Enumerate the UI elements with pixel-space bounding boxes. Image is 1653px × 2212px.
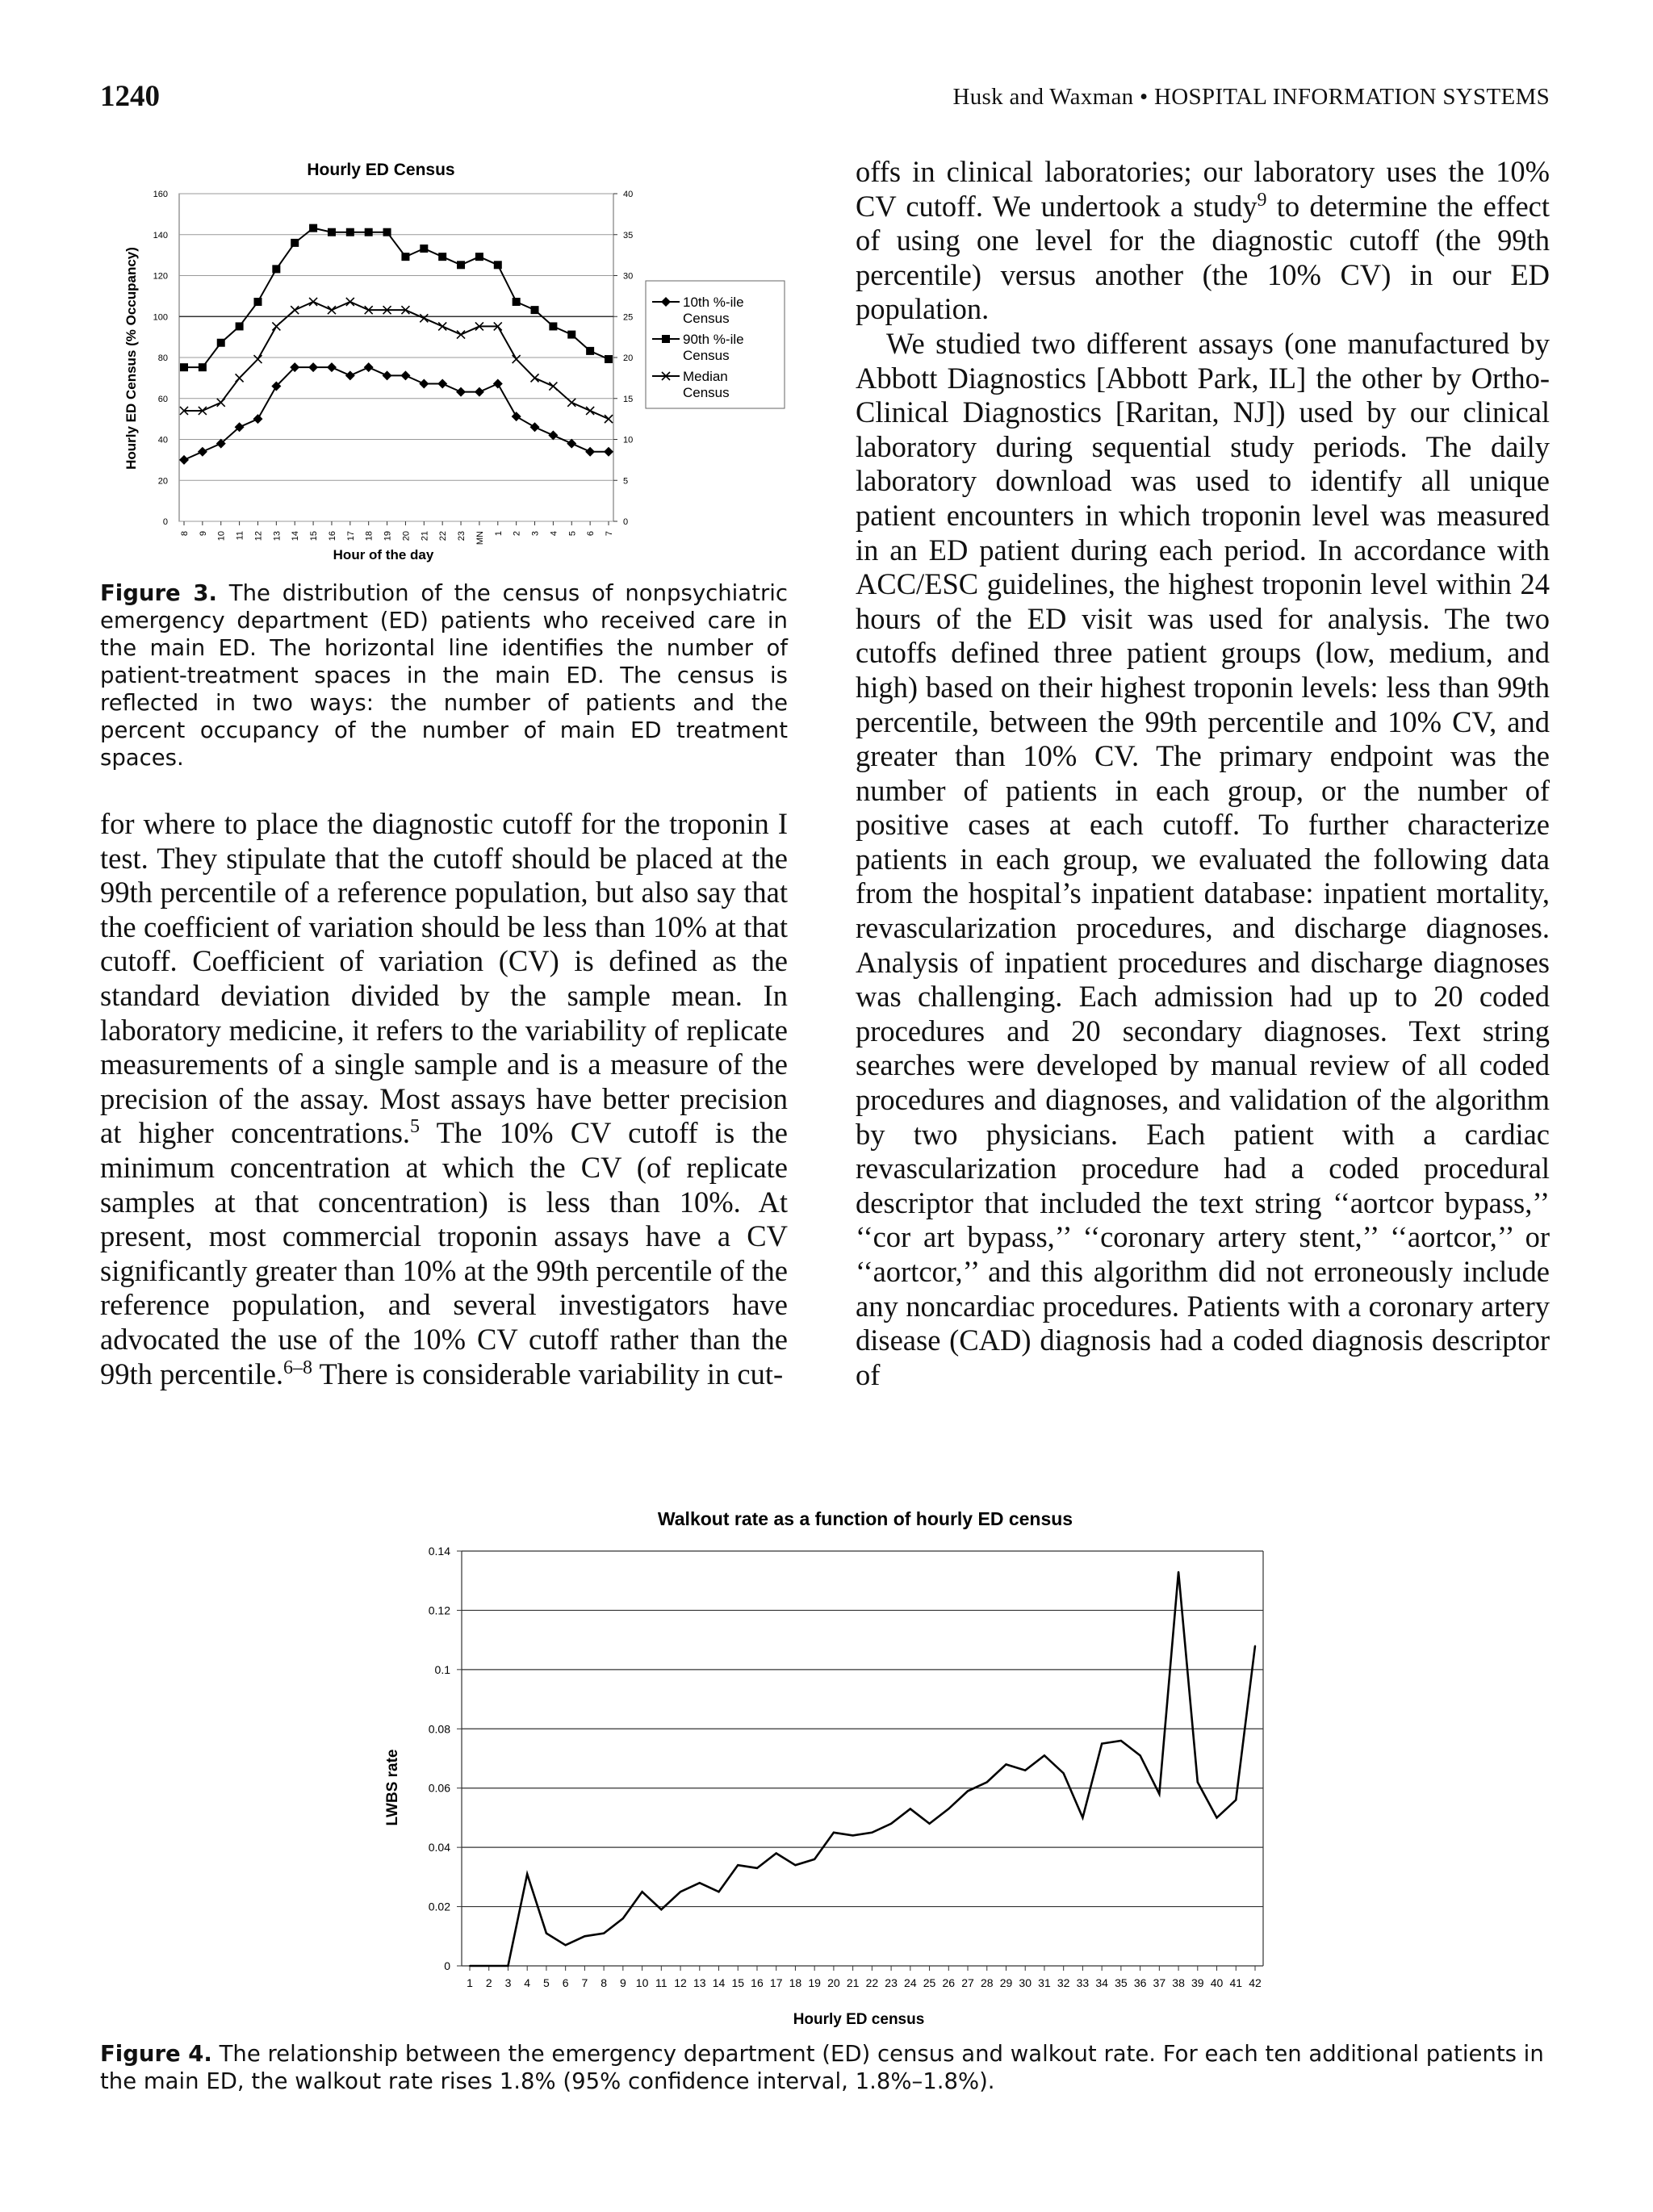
right-text-1a: offs in clinical laboratories; our laboratory uses the 10% CV cutoff. We undertook a study	[856, 155, 1550, 223]
legend-marker	[662, 335, 670, 343]
data-point-square	[383, 228, 391, 236]
lwbs-data-point	[718, 1891, 720, 1892]
data-point-square	[586, 347, 594, 355]
lwbs-data-point	[565, 1944, 567, 1946]
figure-4-caption-label: Figure 4.	[100, 2041, 212, 2067]
lwbs-data-point	[986, 1781, 988, 1783]
x-tick-label: 36	[1133, 1976, 1147, 1989]
x-tick-label: 20	[827, 1976, 840, 1989]
figure-3-legend	[646, 281, 785, 408]
y-tick-label: 0.04	[428, 1841, 450, 1854]
x-tick-label: 41	[1229, 1976, 1243, 1989]
x-tick-label: 14	[712, 1976, 726, 1989]
figure-3-caption-label: Figure 3.	[100, 580, 217, 606]
lwbs-data-point	[507, 1965, 508, 1967]
data-point-diamond	[345, 370, 355, 380]
data-point-x	[291, 306, 299, 314]
x-tick-label: 34	[1095, 1976, 1108, 1989]
x-tick-label: 28	[980, 1976, 994, 1989]
lwbs-data-point	[1024, 1770, 1026, 1771]
data-point-x	[253, 355, 262, 363]
y2-tick-label: 35	[623, 230, 634, 240]
x-tick-label: 16	[751, 1976, 764, 1989]
figure-3-title: Hourly ED Census	[307, 161, 455, 179]
y2-tick-label: 20	[623, 353, 634, 363]
y2-tick-label: 5	[623, 476, 629, 487]
data-point-x	[328, 306, 336, 314]
series-line-square	[184, 228, 609, 368]
y2-tick-label: 30	[623, 271, 634, 282]
x-tick-label: 2	[512, 531, 522, 537]
data-point-square	[365, 228, 373, 236]
legend-label: 10th %-ile	[683, 295, 744, 310]
data-point-diamond	[400, 370, 410, 380]
x-tick-label: 23	[457, 531, 467, 542]
x-tick-label: 3	[530, 531, 541, 537]
x-tick-label: 17	[769, 1976, 783, 1989]
right-text-1b: to determine the effect of using one level for the diagnostic cutoff (the 99th percentile) versus another (the 10% CV) in our ED population.	[856, 189, 1550, 326]
lwbs-data-point	[1254, 1645, 1256, 1646]
data-point-square	[291, 239, 299, 247]
y-tick-label: 120	[153, 271, 168, 282]
data-point-square	[549, 322, 557, 330]
x-tick-label: 25	[923, 1976, 936, 1989]
x-tick-label: 4	[549, 531, 559, 537]
figure-3-caption-text: The distribution of the census of nonpsychiatric emergency department (ED) patients who received care in the main ED. The horizontal line identifies the number of patient-treatment spaces in the main ED. The census is reflected in two ways: the number of patients and the percent occupancy of the number of main ED treatment spaces.	[100, 580, 789, 771]
y2-tick-label: 15	[623, 394, 634, 404]
figure-3-chart	[97, 153, 791, 573]
y-tick-label: 100	[153, 312, 168, 323]
x-tick-label: 13	[272, 531, 282, 542]
lwbs-data-point	[1235, 1799, 1237, 1800]
data-point-diamond	[253, 414, 262, 424]
x-tick-label: 13	[693, 1976, 706, 1989]
legend-label: Median	[683, 369, 728, 384]
figure-4-title: Walkout rate as a function of hourly ED census	[657, 1508, 1073, 1529]
x-tick-label: 27	[961, 1976, 974, 1989]
figure-3-series	[179, 224, 613, 465]
lwbs-data-point	[948, 1808, 949, 1809]
data-point-diamond	[364, 362, 374, 372]
y2-tick-label: 40	[623, 190, 634, 199]
lwbs-data-point	[1082, 1817, 1083, 1818]
data-point-square	[253, 298, 262, 306]
left-text-2: The 10% CV cutoff is the minimum concentration at which the CV (of replicate samples at that concentration) is less than 10%. At present, most commercial troponin assays have a CV significantly greater than 10% at the 99th percentile of the reference population, and several investigators have advocated the use of the 10% CV cutoff rather than the 99th percentile.	[100, 1116, 788, 1390]
y-tick-label: 140	[153, 230, 168, 240]
legend-label: Census	[683, 385, 730, 400]
lwbs-data-point	[680, 1891, 681, 1892]
data-point-x	[236, 374, 244, 382]
x-tick-label: 1	[467, 1976, 473, 1989]
x-tick-label: 21	[420, 531, 430, 542]
data-point-x	[438, 322, 446, 330]
figure-4-caption	[100, 2040, 1553, 2095]
data-point-x	[346, 298, 354, 306]
x-tick-label: 6	[562, 1976, 569, 1989]
x-tick-label: 12	[674, 1976, 687, 1989]
lwbs-data-point	[469, 1965, 471, 1967]
y-tick-label: 0	[162, 517, 168, 527]
y-tick-label: 40	[157, 435, 168, 445]
legend-label: 90th %-ile	[683, 332, 744, 347]
y-tick-label: 60	[157, 394, 168, 404]
data-point-x	[272, 322, 280, 330]
data-point-x	[420, 314, 428, 322]
x-tick-label: 8	[180, 531, 190, 537]
figure-3-x-axis-label: Hour of the day	[333, 547, 434, 562]
lwbs-data-point	[699, 1882, 701, 1884]
data-point-diamond	[512, 412, 521, 421]
x-tick-label: 18	[789, 1976, 802, 1989]
lwbs-data-point	[852, 1834, 854, 1836]
x-tick-label: 37	[1153, 1976, 1166, 1989]
data-point-x	[531, 374, 539, 382]
x-tick-label: 18	[364, 531, 375, 542]
lwbs-data-point	[660, 1909, 662, 1910]
y-tick-label: 0.1	[434, 1662, 450, 1676]
x-tick-label: 23	[885, 1976, 898, 1989]
x-tick-label: 12	[253, 531, 264, 542]
lwbs-data-point	[1120, 1740, 1122, 1742]
x-tick-label: 39	[1191, 1976, 1204, 1989]
y-tick-label: 0.02	[428, 1900, 450, 1913]
data-point-square	[346, 228, 354, 236]
data-point-diamond	[493, 378, 503, 388]
series-line-diamond	[184, 367, 609, 460]
x-tick-label: 32	[1057, 1976, 1070, 1989]
y-tick-label: 20	[157, 476, 168, 487]
lwbs-data-point	[642, 1891, 643, 1892]
citation-5: 5	[410, 1116, 421, 1138]
figure-4-x-axis-label: Hourly ED census	[793, 2011, 925, 2028]
x-tick-label: 7	[605, 531, 614, 537]
data-point-diamond	[419, 378, 429, 388]
y-tick-label: 0.12	[428, 1604, 450, 1617]
lwbs-data-point	[488, 1965, 490, 1967]
data-point-diamond	[179, 455, 189, 465]
page-number: 1240	[100, 80, 160, 113]
data-point-square	[513, 298, 521, 306]
data-point-x	[217, 399, 225, 407]
x-tick-label: 15	[731, 1976, 745, 1989]
data-point-x	[309, 298, 317, 306]
data-point-square	[494, 261, 502, 269]
body-right-column	[856, 155, 1550, 1392]
lwbs-data-point	[1158, 1793, 1160, 1795]
data-point-x	[457, 331, 465, 339]
x-tick-label: 19	[383, 531, 393, 542]
x-tick-label: 3	[504, 1976, 512, 1989]
lwbs-data-point	[1005, 1763, 1006, 1765]
lwbs-data-point	[756, 1867, 758, 1869]
data-point-diamond	[475, 387, 484, 397]
x-tick-label: 7	[581, 1976, 588, 1989]
lwbs-data-point	[584, 1935, 585, 1937]
figure-3-caption	[100, 579, 788, 771]
legend-label: Census	[683, 311, 730, 326]
y2-tick-label: 0	[623, 517, 629, 527]
x-tick-label: 11	[655, 1976, 667, 1989]
x-tick-label: 30	[1019, 1976, 1032, 1989]
lwbs-data-point	[622, 1917, 624, 1919]
data-point-square	[531, 306, 539, 314]
data-point-square	[401, 253, 409, 261]
data-point-x	[567, 399, 575, 407]
left-paragraph	[100, 807, 788, 1391]
data-point-diamond	[585, 447, 595, 457]
x-tick-label: 40	[1210, 1976, 1224, 1989]
x-tick-label: 10	[635, 1976, 649, 1989]
data-point-square	[199, 363, 207, 371]
x-tick-label: 15	[309, 531, 320, 542]
lwbs-data-point	[929, 1823, 931, 1825]
x-tick-label: 20	[401, 531, 412, 542]
x-tick-label: 22	[438, 531, 449, 542]
x-tick-label: 21	[846, 1976, 860, 1989]
lwbs-data-point	[1101, 1743, 1103, 1745]
legend-label: Census	[683, 348, 730, 363]
x-tick-label: 1	[493, 531, 504, 537]
lwbs-data-point	[526, 1873, 528, 1875]
x-tick-label: 9	[619, 1976, 626, 1989]
x-tick-label: 6	[586, 531, 596, 537]
lwbs-data-point	[1178, 1571, 1179, 1573]
data-point-diamond	[548, 430, 558, 440]
data-point-diamond	[437, 378, 447, 388]
figure-4-gridlines	[462, 1551, 1263, 1966]
x-tick-label: 10	[216, 531, 227, 542]
data-point-diamond	[604, 447, 613, 457]
right-paragraph-2: We studied two different assays (one manufactured by Abbott Diagnostics [Abbott Park, IL] the other by Ortho-Clinical Diagnostics [Raritan, NJ]) used by our clinical laboratory during sequential study periods. The daily laboratory download was used to identify all unique patient encounters in which troponin level was measured in an ED patient during each period. In accordance with ACC/ESC guidelines, the highest troponin level within 24 hours of the ED visit was used for analysis. The two cutoffs defined three patient groups (low, medium, and high) based on their highest troponin levels: less than 99th percentile, between the 99th percentile and 10% CV, and greater than 10% CV. The primary endpoint was the number of patients in each group, or the number of positive cases at each cutoff. To further characterize patients in each group, we evaluated the following data from the hospital’s inpatient database: inpatient mortality, revascularization procedures, and discharge diagnoses. Analysis of inpatient procedures and discharge diagnoses was challenging. Each admission had up to 20 coded procedures and 20 secondary diagnoses. Text string searches were developed by manual review of all coded procedures and diagnoses, and validation of the algorithm by two physicians. Each patient with a cardiac revascularization procedure had a coded procedural descriptor that included the text string ‘‘aortcor bypass,’’ ‘‘cor art bypass,’’ ‘‘coronary artery stent,’’ ‘‘aortcor,’’ or ‘‘aortcor,’’ and this algorithm did not erroneously include any noncardiac procedures. Patients with a coronary artery disease (CAD) diagnosis had a coded diagnosis descriptor of	[856, 326, 1550, 1391]
lwbs-data-point	[1216, 1817, 1218, 1818]
lwbs-data-point	[890, 1823, 892, 1825]
data-point-square	[217, 339, 225, 347]
x-tick-label: 38	[1172, 1976, 1185, 1989]
citation-6-8: 6–8	[283, 1357, 313, 1378]
x-tick-label: 24	[904, 1976, 917, 1989]
lwbs-data-point	[737, 1864, 739, 1866]
x-tick-label: 31	[1038, 1976, 1051, 1989]
x-tick-label: 11	[235, 531, 245, 541]
x-tick-label: 9	[198, 531, 208, 537]
data-point-square	[475, 253, 483, 261]
y2-tick-label: 10	[623, 435, 634, 445]
x-tick-label: 16	[327, 531, 337, 542]
x-tick-label: 19	[808, 1976, 821, 1989]
y-tick-label: 80	[157, 353, 168, 363]
data-point-square	[236, 322, 244, 330]
x-tick-label: 14	[291, 531, 301, 542]
data-point-x	[586, 407, 594, 415]
figure-3-gridlines	[179, 194, 613, 521]
y-tick-label: 0.14	[428, 1545, 450, 1558]
y-tick-label: 160	[153, 190, 168, 199]
x-tick-label: MN	[475, 531, 485, 546]
data-point-diamond	[198, 447, 207, 457]
left-text-1: for where to place the diagnostic cutoff for the troponin I test. They stipulate that the cutoff should be placed at the 99th percentile of a reference population, but also say that the coefficient of variation should be less than 10% at that cutoff. Coefficient of variation (CV) is defined as the standard deviation divided by the sample mean. In laboratory medicine, it refers to the variability of replicate measurements of a single sample and is a measure of the precision of the assay. Most assays have better precision at higher concentrations.	[100, 807, 788, 1150]
lwbs-data-point	[1063, 1772, 1065, 1774]
data-point-x	[605, 415, 613, 423]
left-text-3: There is considerable variability in cut-	[312, 1357, 784, 1390]
body-left-column	[100, 807, 788, 1391]
lwbs-data-point	[910, 1808, 911, 1809]
figure-4-y-axis-label: LWBS rate	[384, 1749, 401, 1826]
data-point-x	[513, 355, 521, 363]
x-tick-label: 42	[1249, 1976, 1262, 1989]
data-point-square	[457, 261, 465, 269]
figure-3-y-axis-label: Hourly ED Census (% Occupancy)	[123, 247, 139, 470]
x-tick-label: 2	[485, 1976, 492, 1989]
data-point-diamond	[456, 387, 466, 397]
y2-tick-label: 25	[623, 312, 634, 323]
figure-3-axes	[153, 190, 634, 545]
lwbs-data-point	[967, 1790, 969, 1792]
x-tick-label: 8	[601, 1976, 608, 1989]
lwbs-data-point	[871, 1832, 873, 1834]
x-tick-label: 5	[567, 531, 578, 537]
lwbs-data-point	[794, 1864, 796, 1866]
x-tick-label: 26	[942, 1976, 956, 1989]
x-tick-label: 29	[999, 1976, 1013, 1989]
data-point-diamond	[567, 439, 576, 449]
data-point-square	[328, 228, 336, 236]
data-point-square	[309, 224, 317, 232]
x-tick-label: 33	[1076, 1976, 1090, 1989]
lwbs-data-point	[776, 1852, 777, 1854]
data-point-square	[438, 253, 446, 261]
data-point-square	[272, 265, 280, 273]
data-point-diamond	[383, 370, 392, 380]
lwbs-data-point	[603, 1933, 605, 1934]
lwbs-data-point	[546, 1933, 547, 1934]
data-point-diamond	[308, 362, 318, 372]
y-tick-label: 0.08	[428, 1722, 450, 1736]
citation-9: 9	[1257, 189, 1267, 211]
data-point-square	[420, 245, 428, 253]
lwbs-data-point	[814, 1859, 815, 1860]
y-tick-label: 0	[444, 1959, 450, 1972]
x-tick-label: 5	[543, 1976, 550, 1989]
lwbs-data-point	[1197, 1781, 1199, 1783]
x-tick-label: 35	[1115, 1976, 1128, 1989]
data-point-x	[549, 383, 557, 391]
running-head: Husk and Waxman • HOSPITAL INFORMATION SYSTEMS	[952, 84, 1550, 110]
figure-4-chart	[355, 1499, 1275, 2032]
data-point-square	[567, 331, 575, 339]
lwbs-data-point	[1044, 1754, 1045, 1756]
data-point-diamond	[327, 362, 337, 372]
x-tick-label: 22	[865, 1976, 879, 1989]
right-paragraph-1	[856, 155, 1550, 327]
figure-4-caption-text: The relationship between the emergency department (ED) census and walkout rate. For each ten additional patients in the main ED, the walkout rate rises 1.8% (95% confidence interval, 1.8%–1.8%).	[100, 2041, 1544, 2094]
figure-4-series	[469, 1571, 1256, 1967]
data-point-square	[180, 363, 188, 371]
lwbs-data-point	[1140, 1754, 1141, 1756]
data-point-diamond	[530, 422, 540, 432]
y-tick-label: 0.06	[428, 1781, 450, 1795]
x-tick-label: 4	[524, 1976, 531, 1989]
x-tick-label: 17	[345, 531, 356, 542]
data-point-square	[605, 355, 613, 363]
figure-4-axes	[429, 1545, 1263, 1989]
lwbs-data-point	[833, 1832, 835, 1834]
